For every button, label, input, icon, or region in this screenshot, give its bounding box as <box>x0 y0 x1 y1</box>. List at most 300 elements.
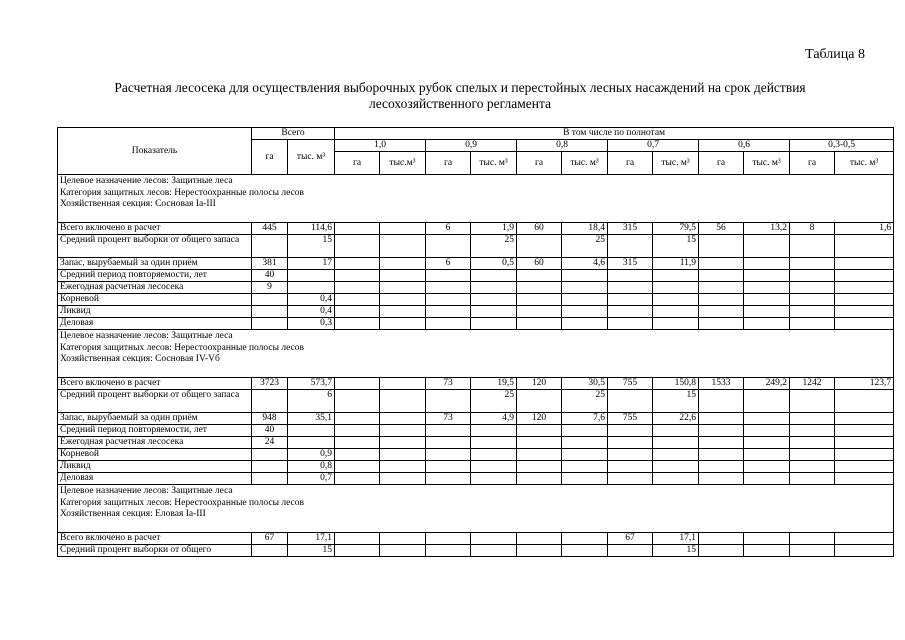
table-cell <box>744 270 790 282</box>
table-cell <box>744 318 790 330</box>
table-cell: 123,7 <box>835 378 894 390</box>
table-cell: 40 <box>252 270 288 282</box>
table-cell <box>471 306 517 318</box>
table-cell <box>380 282 426 294</box>
table-cell: 11,9 <box>653 258 699 270</box>
table-cell <box>790 235 835 258</box>
table-cell <box>517 235 562 258</box>
table-cell: 0,8 <box>288 461 335 473</box>
table-cell <box>608 437 653 449</box>
table-cell <box>380 306 426 318</box>
table-row <box>58 533 894 545</box>
table-cell <box>380 270 426 282</box>
table-cell: 0,4 <box>288 306 335 318</box>
table-cell <box>835 545 894 557</box>
table-cell <box>790 413 835 425</box>
table-cell: 35,1 <box>288 413 335 425</box>
table-cell: 25 <box>471 390 517 413</box>
table-cell <box>562 449 608 461</box>
table-cell: 15 <box>653 545 699 557</box>
table-cell <box>653 461 699 473</box>
section-header-row <box>58 485 894 533</box>
table-cell: 7,6 <box>562 413 608 425</box>
header-unit: тыс. м³ <box>471 152 517 175</box>
row-label: Запас, вырубаемый за один приём <box>58 413 252 425</box>
table-cell <box>835 318 894 330</box>
table-cell <box>471 533 517 545</box>
table-row <box>58 378 894 390</box>
row-label: Всего включено в расчет <box>58 533 252 545</box>
table-cell: 1,9 <box>471 223 517 235</box>
section-info-line: Категория защитных лесов: Нерестоохранные полосы лесов <box>60 342 305 353</box>
table-cell <box>380 378 426 390</box>
section-info <box>58 175 894 223</box>
table-cell <box>744 449 790 461</box>
table-cell: 6 <box>426 258 471 270</box>
table-cell <box>790 461 835 473</box>
table-cell <box>562 306 608 318</box>
row-label: Ликвид <box>58 461 252 473</box>
table-cell <box>653 294 699 306</box>
table-cell <box>335 461 380 473</box>
table-row <box>58 258 894 270</box>
table-cell <box>426 282 471 294</box>
row-label: Ежегодная расчетная лесосека <box>58 437 252 449</box>
row-label: Ликвид <box>58 306 252 318</box>
table-cell <box>790 545 835 557</box>
table-cell <box>380 461 426 473</box>
table-cell <box>608 545 653 557</box>
table-cell <box>744 306 790 318</box>
table-cell <box>252 318 288 330</box>
table-cell <box>835 461 894 473</box>
section-info <box>58 330 894 378</box>
table-cell <box>335 235 380 258</box>
table-cell: 381 <box>252 258 288 270</box>
table-cell: 24 <box>252 437 288 449</box>
table-cell <box>380 473 426 485</box>
section-info-line: Целевое назначение лесов: Защитные леса <box>60 176 233 186</box>
table-cell <box>426 449 471 461</box>
table-cell <box>380 294 426 306</box>
table-cell <box>252 306 288 318</box>
table-cell <box>562 473 608 485</box>
table-cell <box>699 545 744 557</box>
table-cell <box>790 425 835 437</box>
document-title <box>50 80 870 112</box>
table-cell: 79,5 <box>653 223 699 235</box>
table-cell <box>517 390 562 413</box>
table-cell: 15 <box>288 235 335 258</box>
header-unit: тыс.м³ <box>380 152 426 175</box>
row-label: Средний процент выборки от общего запаса <box>58 390 252 413</box>
table-cell <box>744 390 790 413</box>
table-cell: 0,7 <box>288 473 335 485</box>
table-cell <box>252 235 288 258</box>
table-row <box>58 449 894 461</box>
table-cell: 8 <box>790 223 835 235</box>
table-cell: 3723 <box>252 378 288 390</box>
table-cell <box>517 318 562 330</box>
table-cell <box>790 473 835 485</box>
title-line-2: лесохозяйственного регламента <box>368 96 552 111</box>
table-cell <box>471 449 517 461</box>
table-cell <box>252 390 288 413</box>
table-cell <box>517 449 562 461</box>
table-cell <box>380 545 426 557</box>
header-total: Всего <box>252 128 335 140</box>
table-cell <box>426 235 471 258</box>
row-label: Средний процент выборки от общего запаса <box>58 235 252 258</box>
table-cell <box>335 306 380 318</box>
table-cell <box>790 318 835 330</box>
table-cell <box>471 318 517 330</box>
header-density-group: 0,8 <box>517 140 608 152</box>
table-cell <box>380 437 426 449</box>
table-cell <box>699 461 744 473</box>
table-cell: 1533 <box>699 378 744 390</box>
table-cell <box>517 437 562 449</box>
table-cell <box>471 473 517 485</box>
table-cell <box>699 533 744 545</box>
table-cell <box>653 270 699 282</box>
table-cell: 6 <box>288 390 335 413</box>
table-cell <box>517 270 562 282</box>
table-cell: 755 <box>608 413 653 425</box>
table-cell: 40 <box>252 425 288 437</box>
table-cell: 1,6 <box>835 223 894 235</box>
table-cell: 25 <box>471 235 517 258</box>
table-cell <box>335 223 380 235</box>
table-cell <box>252 294 288 306</box>
table-cell: 445 <box>252 223 288 235</box>
table-cell <box>699 425 744 437</box>
table-cell <box>426 473 471 485</box>
table-cell: 4,9 <box>471 413 517 425</box>
table-cell <box>790 258 835 270</box>
table-cell <box>790 449 835 461</box>
table-cell <box>335 318 380 330</box>
table-cell: 15 <box>288 545 335 557</box>
table-cell <box>835 473 894 485</box>
table-cell <box>426 425 471 437</box>
table-cell <box>835 306 894 318</box>
table-row <box>58 473 894 485</box>
table-cell: 15 <box>653 390 699 413</box>
row-label: Деловая <box>58 318 252 330</box>
table-cell <box>562 437 608 449</box>
table-cell <box>471 437 517 449</box>
table-row <box>58 425 894 437</box>
table-cell: 315 <box>608 223 653 235</box>
table-cell <box>699 235 744 258</box>
table-cell <box>744 425 790 437</box>
table-cell <box>653 473 699 485</box>
table-cell <box>426 545 471 557</box>
header-unit: га <box>790 152 835 175</box>
table-cell: 4,6 <box>562 258 608 270</box>
table-cell: 13,2 <box>744 223 790 235</box>
table-cell <box>653 425 699 437</box>
table-cell <box>653 282 699 294</box>
section-info-line: Хозяйственная секция: Еловая Ia-III <box>60 509 206 519</box>
table-cell <box>380 533 426 545</box>
table-cell <box>335 270 380 282</box>
table-cell: 25 <box>562 235 608 258</box>
table-cell: 0,5 <box>471 258 517 270</box>
table-row <box>58 545 894 557</box>
section-info <box>58 485 894 533</box>
table-cell <box>288 270 335 282</box>
table-cell <box>335 425 380 437</box>
header-unit: тыс. м³ <box>562 152 608 175</box>
table-cell <box>335 473 380 485</box>
table-cell: 948 <box>252 413 288 425</box>
table-cell <box>517 306 562 318</box>
table-cell <box>380 258 426 270</box>
table-cell: 19,5 <box>471 378 517 390</box>
table-cell: 15 <box>653 235 699 258</box>
table-cell <box>608 461 653 473</box>
header-unit-ha: га <box>252 140 288 175</box>
table-cell <box>699 390 744 413</box>
table-row <box>58 223 894 235</box>
table-cell <box>380 449 426 461</box>
header-density-group: 0,9 <box>426 140 517 152</box>
header-unit: га <box>426 152 471 175</box>
table-cell <box>744 533 790 545</box>
table-cell <box>426 270 471 282</box>
table-cell <box>653 306 699 318</box>
section-header-row <box>58 330 894 378</box>
table-cell <box>699 294 744 306</box>
table-cell: 6 <box>426 223 471 235</box>
table-row <box>58 413 894 425</box>
table-cell: 315 <box>608 258 653 270</box>
table-cell <box>562 294 608 306</box>
table-cell: 0,9 <box>288 449 335 461</box>
table-cell: 120 <box>517 378 562 390</box>
table-cell <box>252 473 288 485</box>
table-cell <box>335 545 380 557</box>
table-cell <box>744 413 790 425</box>
table-cell <box>517 461 562 473</box>
table-cell <box>252 545 288 557</box>
table-cell <box>744 235 790 258</box>
table-cell <box>835 270 894 282</box>
table-cell: 22,6 <box>653 413 699 425</box>
header-unit: га <box>335 152 380 175</box>
row-label: Всего включено в расчет <box>58 223 252 235</box>
table-cell <box>699 318 744 330</box>
forest-cutting-table <box>57 127 894 557</box>
header-unit: тыс. м³ <box>835 152 894 175</box>
header-density-group: 0,6 <box>699 140 790 152</box>
table-cell: 18,4 <box>562 223 608 235</box>
table-cell <box>835 413 894 425</box>
table-cell <box>835 449 894 461</box>
table-cell <box>608 235 653 258</box>
table-cell <box>608 270 653 282</box>
table-cell <box>790 282 835 294</box>
table-cell <box>426 533 471 545</box>
table-cell <box>335 282 380 294</box>
table-cell: 67 <box>252 533 288 545</box>
table-cell <box>380 235 426 258</box>
header-unit-volume: тыс. м³ <box>288 140 335 175</box>
table-cell <box>608 425 653 437</box>
table-cell <box>288 282 335 294</box>
table-cell <box>426 318 471 330</box>
table-cell: 56 <box>699 223 744 235</box>
table-cell <box>335 413 380 425</box>
table-cell <box>288 437 335 449</box>
row-label: Запас, вырубаемый за один приём <box>58 258 252 270</box>
table-cell <box>517 533 562 545</box>
table-cell <box>471 545 517 557</box>
table-cell <box>471 282 517 294</box>
table-cell <box>744 545 790 557</box>
table-cell <box>608 306 653 318</box>
table-cell <box>517 282 562 294</box>
table-cell <box>790 306 835 318</box>
table-cell <box>335 533 380 545</box>
section-info-line: Категория защитных лесов: Нерестоохранные полосы лесов <box>60 497 305 508</box>
table-row <box>58 461 894 473</box>
table-cell: 573,7 <box>288 378 335 390</box>
table-cell <box>426 390 471 413</box>
table-cell <box>790 390 835 413</box>
table-cell: 755 <box>608 378 653 390</box>
table-cell <box>252 461 288 473</box>
table-cell <box>517 473 562 485</box>
header-in-total: В том числе по полнотам <box>335 128 894 140</box>
table-cell: 17 <box>288 258 335 270</box>
table-cell <box>471 425 517 437</box>
table-cell <box>335 449 380 461</box>
table-cell: 17,1 <box>653 533 699 545</box>
table-cell <box>562 270 608 282</box>
table-cell: 0,3 <box>288 318 335 330</box>
row-label: Корневой <box>58 449 252 461</box>
table-cell <box>790 294 835 306</box>
table-cell <box>835 425 894 437</box>
table-cell: 73 <box>426 378 471 390</box>
section-info-line: Категория защитных лесов: Нерестоохранные полосы лесов <box>60 187 305 198</box>
table-cell <box>335 294 380 306</box>
table-row <box>58 390 894 413</box>
table-row <box>58 437 894 449</box>
table-cell <box>471 270 517 282</box>
table-cell <box>562 318 608 330</box>
table-cell <box>252 449 288 461</box>
table-cell <box>835 235 894 258</box>
table-cell <box>608 473 653 485</box>
row-label: Ежегодная расчетная лесосека <box>58 282 252 294</box>
table-cell <box>744 282 790 294</box>
table-cell: 9 <box>252 282 288 294</box>
table-cell <box>562 425 608 437</box>
table-cell <box>335 258 380 270</box>
table-row <box>58 270 894 282</box>
table-cell <box>335 390 380 413</box>
table-cell <box>471 294 517 306</box>
table-number: Таблица 8 <box>805 47 865 62</box>
table-cell <box>608 390 653 413</box>
table-cell <box>471 461 517 473</box>
table-cell <box>653 437 699 449</box>
header-unit: га <box>699 152 744 175</box>
table-cell: 17,1 <box>288 533 335 545</box>
table-cell <box>608 449 653 461</box>
table-cell <box>380 413 426 425</box>
table-cell: 0,4 <box>288 294 335 306</box>
header-density-group: 0,7 <box>608 140 699 152</box>
table-cell: 60 <box>517 223 562 235</box>
table-cell <box>699 306 744 318</box>
header-density-group: 0,3-0,5 <box>790 140 894 152</box>
table-cell: 114,6 <box>288 223 335 235</box>
table-cell <box>790 437 835 449</box>
table-cell <box>335 437 380 449</box>
table-cell <box>335 378 380 390</box>
table-cell <box>608 294 653 306</box>
table-cell <box>380 390 426 413</box>
table-cell <box>426 437 471 449</box>
table-cell: 30,5 <box>562 378 608 390</box>
table-cell: 73 <box>426 413 471 425</box>
table-row <box>58 235 894 258</box>
table-cell <box>699 473 744 485</box>
table-cell <box>835 533 894 545</box>
table-cell <box>699 270 744 282</box>
table-cell <box>744 461 790 473</box>
row-label: Средний период повторяемости, лет <box>58 270 252 282</box>
table-cell <box>699 282 744 294</box>
table-cell <box>426 306 471 318</box>
section-info-line: Хозяйственная секция: Сосновая IV-Vб <box>60 354 220 364</box>
table-cell <box>699 258 744 270</box>
header-unit: тыс. м³ <box>744 152 790 175</box>
table-cell <box>835 390 894 413</box>
table-cell <box>562 282 608 294</box>
table-row <box>58 282 894 294</box>
table-cell <box>517 294 562 306</box>
row-label: Средний процент выборки от общего <box>58 545 252 557</box>
table-cell <box>790 533 835 545</box>
table-cell <box>699 413 744 425</box>
header-unit: га <box>517 152 562 175</box>
table-cell <box>562 533 608 545</box>
table-cell <box>426 461 471 473</box>
table-cell <box>562 461 608 473</box>
table-cell <box>699 449 744 461</box>
table-cell <box>835 258 894 270</box>
table-cell <box>744 258 790 270</box>
table-cell <box>835 437 894 449</box>
table-cell: 249,2 <box>744 378 790 390</box>
table-cell: 67 <box>608 533 653 545</box>
table-cell: 150,8 <box>653 378 699 390</box>
table-cell <box>380 223 426 235</box>
header-unit: га <box>608 152 653 175</box>
section-info-line: Целевое назначение лесов: Защитные леса <box>60 331 233 341</box>
table-cell: 25 <box>562 390 608 413</box>
table-row <box>58 294 894 306</box>
table-cell <box>744 437 790 449</box>
table-cell <box>608 318 653 330</box>
table-cell <box>380 318 426 330</box>
